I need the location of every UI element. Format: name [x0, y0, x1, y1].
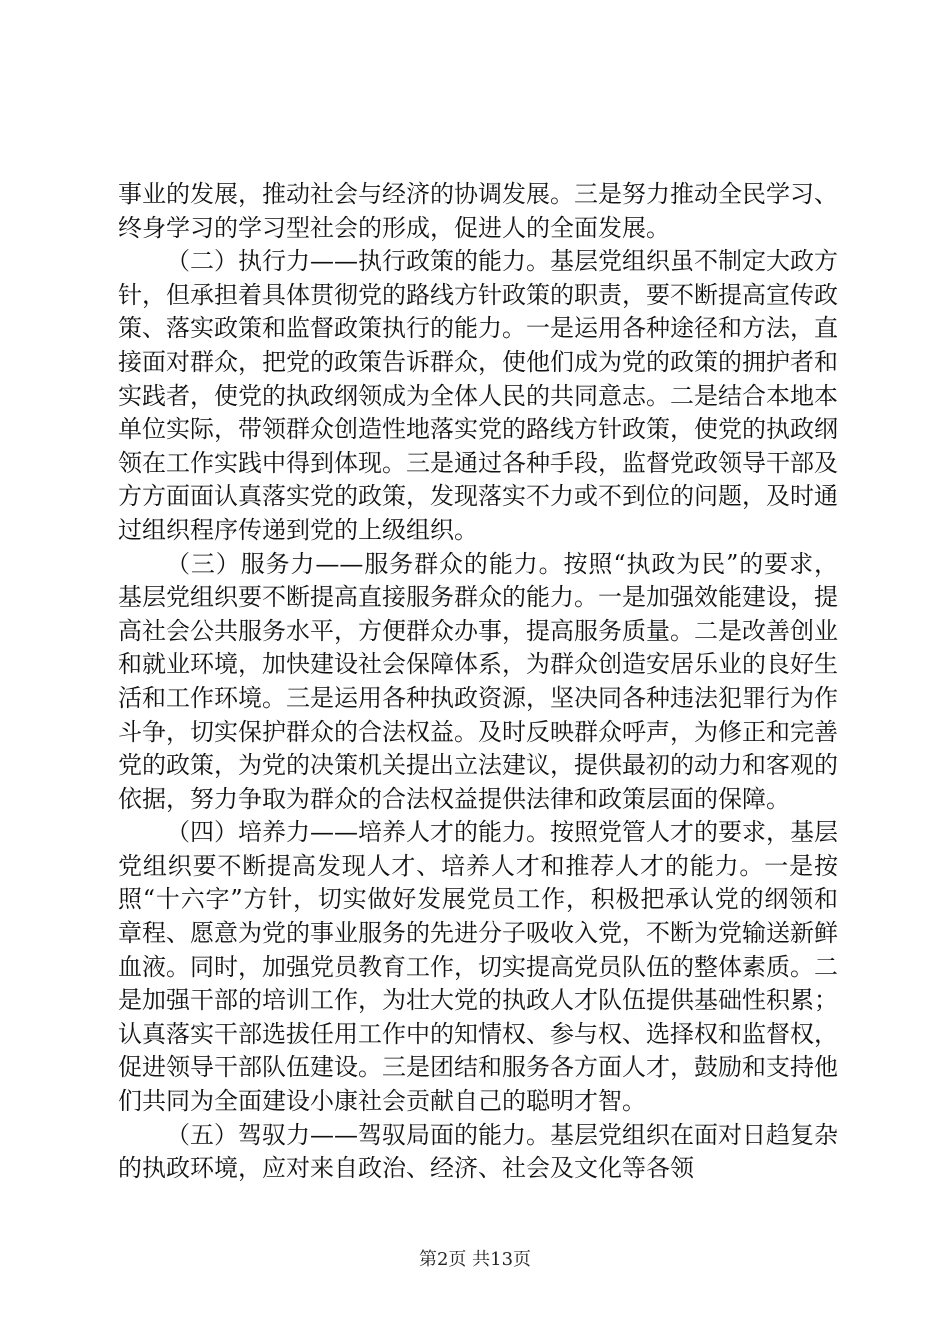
paragraph-service-capacity: （三）服务力——服务群众的能力。按照“执政为民”的要求，基层党组织要不断提高直接服务群众的能力。一是加强效能建设，提高社会公共服务水平，方便群众办事，提高服务质量。二是改善创业和就业环境，加快建设社会保障体系，为群众创造安居乐业的良好生活和工作环境。三是运用各种执政资源，坚决同各种违法犯罪行为作斗争，切实保护群众的合法权益。及时反映群众呼声，为修正和完善党的政策，为党的决策机关提出立法建议，提供最初的动力和客观的依据，努力争取为群众的合法权益提供法律和政策层面的保障。 [118, 549, 838, 813]
page-number-footer: 第2页 共13页 [418, 1249, 532, 1270]
document-body [118, 178, 838, 1186]
paragraph-continuation: 事业的发展，推动社会与经济的协调发展。三是努力推动全民学习、终身学习的学习型社会的形成，促进人的全面发展。 [118, 180, 838, 242]
paragraph-control-capacity: （五）驾驭力——驾驭局面的能力。基层党组织在面对日趋复杂的执政环境，应对来自政治、经济、社会及文化等各领 [118, 1120, 838, 1183]
paragraph-cultivation-capacity: （四）培养力——培养人才的能力。按照党管人才的要求，基层党组织要不断提高发现人才、培养人才和推荐人才的能力。一是按照“十六字”方针，切实做好发展党员工作，积极把承认党的纲领和章程、愿意为党的事业服务的先进分子吸收入党，不断为党输送新鲜血液。同时，加强党员教育工作，切实提高党员队伍的整体素质。二是加强干部的培训工作，为壮大党的执政人才队伍提供基础性积累；认真落实干部选拔任用工作中的知情权、参与权、选择权和监督权，促进领导干部队伍建设。三是团结和服务各方面人才，鼓励和支持他们共同为全面建设小康社会贡献自己的聪明才智。 [118, 818, 838, 1116]
paragraph-execution-capacity: （二）执行力——执行政策的能力。基层党组织虽不制定大政方针，但承担着具体贯彻党的路线方针政策的职责，要不断提高宣传政策、落实政策和监督政策执行的能力。一是运用各种途径和方法，直接面对群众，把党的政策告诉群众，使他们成为党的政策的拥护者和实践者，使党的执政纲领成为全体人民的共同意志。二是结合本地本单位实际，带领群众创造性地落实党的路线方针政策，使党的执政纲领在工作实践中得到体现。三是通过各种手段，监督党政领导干部及方方面面认真落实党的政策，发现落实不力或不到位的问题，及时通过组织程序传递到党的上级组织。 [118, 247, 838, 544]
